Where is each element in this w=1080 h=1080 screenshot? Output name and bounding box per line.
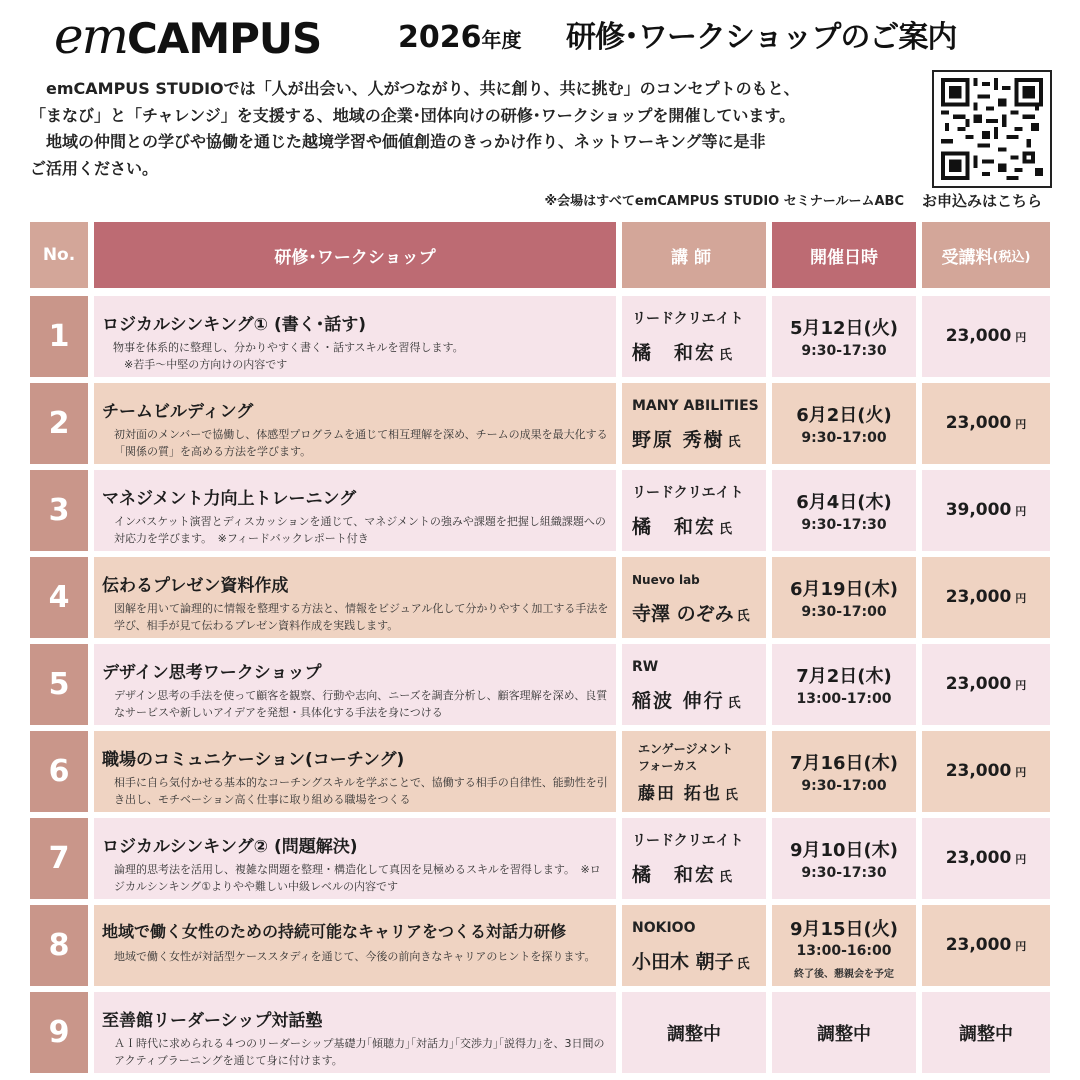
apply-here-label[interactable]: お申込みはこちら [922, 192, 1043, 210]
lecturer-name: 寺澤 のぞみ [632, 603, 734, 625]
lecturer-cell [622, 818, 766, 899]
date-cell [772, 296, 916, 377]
header-title: 研修･ワークショップ [94, 222, 616, 288]
fee-unit: 円 [1015, 853, 1027, 866]
lecturer-org: リードクリエイト [632, 311, 744, 327]
row-number: 4 [30, 557, 88, 638]
date-cell [772, 383, 916, 464]
table-row [30, 296, 1050, 377]
lecturer-org: NOKIOO [632, 920, 696, 936]
date-cell [772, 557, 916, 638]
fee-line [922, 935, 1050, 955]
workshop-cell [94, 296, 616, 377]
header-date: 開催日時 [772, 222, 916, 288]
lecturer-cell [622, 296, 766, 377]
lecturer-name: 橘 和宏 [632, 342, 717, 364]
lecturer-honorific: 氏 [727, 435, 741, 450]
lecturer-honorific: 氏 [719, 348, 733, 363]
lecturer-cell [622, 644, 766, 725]
table-row [30, 992, 1050, 1073]
workshop-description: ＡＩ時代に求められる４つのリーダーシップ基礎力｢傾聴力｣｢対話力｣｢交渉力｣｢説得力｣を、3日間のアクティブラーニングを通じて身に付けます。 [114, 1037, 605, 1067]
fee-line [922, 326, 1050, 346]
fee-unit: 円 [1015, 592, 1027, 605]
fee-cell [922, 905, 1050, 986]
lecturer-org: MANY ABILITIES [632, 398, 759, 414]
fee-amount: 23,000 [945, 935, 1012, 955]
workshop-cell [94, 557, 616, 638]
row-number: 7 [30, 818, 88, 899]
fee-unit: 円 [1015, 679, 1027, 692]
row-number: 8 [30, 905, 88, 986]
event-date: 6月2日(火) [796, 405, 892, 426]
table-row [30, 644, 1050, 725]
workshop-table [30, 222, 1050, 1079]
lecturer-org: Nuevo lab [632, 573, 700, 587]
year-unit: 年度 [481, 28, 522, 52]
row-number: 5 [30, 644, 88, 725]
lecturer-cell [622, 383, 766, 464]
table-row [30, 905, 1050, 986]
lecturer-name-line [632, 512, 732, 539]
qr-code-icon[interactable] [932, 70, 1052, 188]
workshop-title: デザイン思考ワークショップ [102, 663, 322, 683]
fee-cell [922, 296, 1050, 377]
intro-line: 「まなび」と「チャレンジ」を支援する、地域の企業･団体向けの研修･ワークショップを開催しています。 [30, 105, 796, 125]
lecturer-name-line [638, 779, 738, 804]
lecturer-cell [622, 905, 766, 986]
table-row [30, 731, 1050, 812]
fee-amount: 23,000 [945, 761, 1012, 781]
date-cell [772, 731, 916, 812]
header-fee-note: (税込) [992, 249, 1031, 265]
event-date: 9月10日(木) [789, 840, 899, 861]
logo-em-text: em [54, 7, 128, 65]
lecturer-name-line [632, 860, 732, 887]
intro-line: 地域の仲間との学びや協働を通じた越境学習や価値創造のきっかけ作り、ネットワーキング等に是非 [30, 132, 766, 151]
event-date: 6月19日(木) [789, 579, 899, 600]
fee-cell [922, 557, 1050, 638]
lecturer-honorific: 氏 [719, 870, 733, 885]
fee-line [922, 674, 1050, 694]
fee-unit: 円 [1015, 505, 1027, 518]
event-time: 9:30-17:00 [801, 430, 887, 446]
lecturer-honorific: 氏 [727, 696, 741, 711]
event-date: 9月15日(火) [789, 919, 899, 940]
emcampus-logo [54, 8, 321, 64]
lecturer-cell [622, 992, 766, 1073]
workshop-description: 地域で働く女性が対話型ケーススタディを通じて、今後の前向きなキャリアのヒントを探ります。 [114, 950, 596, 963]
fee-cell [922, 992, 1050, 1073]
year-number: 2026 [398, 20, 482, 55]
fee-unit: 円 [1015, 418, 1027, 431]
workshop-title: 伝わるプレゼン資料作成 [102, 576, 289, 596]
fiscal-year [398, 18, 522, 60]
header-no: No. [30, 222, 88, 288]
row-number: 9 [30, 992, 88, 1073]
fee-amount: 23,000 [945, 413, 1012, 433]
lecturer-name: 小田木 朝子 [632, 951, 734, 973]
row-number: 3 [30, 470, 88, 551]
venue-note: ※会場はすべてemCAMPUS STUDIO セミナールームABC [544, 194, 904, 209]
workshop-cell [94, 470, 616, 551]
lecturer-org: エンゲージメント フォーカス [638, 742, 734, 773]
date-cell [772, 470, 916, 551]
fee-unit: 円 [1015, 766, 1027, 779]
fee-amount: 39,000 [945, 500, 1012, 520]
workshop-cell [94, 383, 616, 464]
intro-line: ご活用ください。 [30, 158, 159, 178]
header-fee-label: 受講料 [941, 247, 993, 268]
fee-cell [922, 818, 1050, 899]
workshop-description: 初対面のメンバーで協働し、体感型プログラムを通じて相互理解を深め、チームの成果を最大化する「関係の質」を高める方法を学びます。 [114, 428, 608, 458]
lecturer-honorific: 氏 [736, 957, 750, 972]
row-number: 2 [30, 383, 88, 464]
event-date: 7月2日(木) [796, 666, 892, 687]
row-number: 6 [30, 731, 88, 812]
workshop-description: 物事を体系的に整理し、分かりやすく書く・話すスキルを習得します。 ※若手〜中堅の方向けの内容です [112, 341, 464, 371]
lecturer-honorific: 氏 [719, 522, 733, 537]
fee-amount: 23,000 [945, 326, 1012, 346]
fee-cell [922, 644, 1050, 725]
lecturer-name: 橘 和宏 [632, 864, 717, 886]
workshop-title: 地域で働く女性のための持続可能なキャリアをつくる対話力研修 [102, 922, 567, 941]
logo-campus-text: CAMPUS [127, 14, 322, 63]
event-extra-note: 終了後、懇親会を予定 [794, 969, 894, 980]
table-row [30, 383, 1050, 464]
fee-cell [922, 470, 1050, 551]
lecturer-name-line [632, 686, 741, 713]
event-date: 5月12日(火) [789, 318, 899, 339]
event-time: 9:30-17:00 [801, 604, 887, 620]
fee-line [922, 500, 1050, 520]
event-time: 13:00-16:00 [796, 943, 892, 959]
fee-line [922, 587, 1050, 607]
page-title: 研修･ワークショップのご案内 [566, 20, 957, 55]
date-cell [772, 818, 916, 899]
table-row [30, 818, 1050, 899]
lecturer-tbd: 調整中 [667, 1024, 721, 1045]
lecturer-honorific: 氏 [724, 788, 738, 803]
lecturer-name: 藤田 拓也 [638, 784, 722, 804]
fee-amount: 23,000 [945, 674, 1012, 694]
date-cell [772, 644, 916, 725]
lecturer-org: リードクリエイト [632, 833, 744, 849]
workshop-title: ロジカルシンキング① (書く･話す) [102, 315, 366, 335]
fee-line [922, 848, 1050, 868]
workshop-cell [94, 644, 616, 725]
workshop-cell [94, 818, 616, 899]
event-time: 9:30-17:30 [801, 343, 887, 359]
intro-text [30, 76, 930, 182]
lecturer-name: 橘 和宏 [632, 516, 717, 538]
fee-amount: 23,000 [945, 848, 1012, 868]
lecturer-cell [622, 731, 766, 812]
header-lecturer: 講師 [622, 222, 766, 288]
event-time: 9:30-17:30 [801, 517, 887, 533]
date-cell [772, 992, 916, 1073]
event-time: 9:30-17:00 [801, 778, 887, 794]
workshop-description: インバスケット演習とディスカッションを通じて、マネジメントの強みや課題を把握し組織課題への対応力を学びます。 ※フィードバックレポート付き [114, 515, 606, 545]
date-tbd: 調整中 [817, 1024, 871, 1045]
lecturer-org: リードクリエイト [632, 485, 744, 501]
date-cell [772, 905, 916, 986]
lecturer-name: 稲波 伸行 [632, 690, 725, 712]
lecturer-name-line [632, 425, 741, 452]
fee-tbd: 調整中 [959, 1024, 1013, 1045]
workshop-cell [94, 905, 616, 986]
header-fee [922, 222, 1050, 288]
table-row [30, 557, 1050, 638]
event-date: 7月16日(木) [789, 753, 899, 774]
lecturer-name: 野原 秀樹 [632, 429, 725, 451]
lecturer-honorific: 氏 [736, 609, 750, 624]
lecturer-name-line [632, 947, 750, 974]
workshop-description: 論理的思考法を活用し、複雑な問題を整理・構造化して真因を見極めるスキルを習得します。 ※ロジカルシンキング①よりやや難しい中級レベルの内容です [114, 863, 601, 893]
lecturer-org: RW [632, 659, 659, 675]
workshop-description: 図解を用いて論理的に情報を整理する方法と、情報をビジュアル化して分かりやすく加工する手法を学び、相手が見て伝わるプレゼン資料作成を実践します。 [114, 602, 609, 632]
workshop-description: デザイン思考の手法を使って顧客を観察、行動や志向、ニーズを調査分析し、顧客理解を深め、良質なサービスや新しいアイデアを発想・具体化する手法を身につける [114, 689, 608, 719]
workshop-description: 相手に自ら気付かせる基本的なコーチングスキルを学ぶことで、協働する相手の自律性、能動性を引き出し、モチベーション高く仕事に取り組める職場をつくる [114, 776, 608, 806]
fee-unit: 円 [1015, 940, 1027, 953]
workshop-title: 至善館リーダーシップ対話塾 [102, 1011, 323, 1031]
lecturer-name-line [632, 338, 732, 365]
table-row [30, 470, 1050, 551]
workshop-title: 職場のコミュニケーション(コーチング) [102, 750, 405, 770]
fee-cell [922, 731, 1050, 812]
workshop-title: チームビルディング [102, 402, 254, 422]
row-number: 1 [30, 296, 88, 377]
page-header [0, 0, 1080, 70]
workshop-title: マネジメント力向上トレーニング [102, 489, 357, 509]
lecturer-cell [622, 470, 766, 551]
table-header [30, 222, 1050, 288]
event-time: 9:30-17:30 [801, 865, 887, 881]
event-time: 13:00-17:00 [796, 691, 892, 707]
event-date: 6月4日(木) [796, 492, 892, 513]
fee-unit: 円 [1015, 331, 1027, 344]
lecturer-cell [622, 557, 766, 638]
fee-amount: 23,000 [945, 587, 1012, 607]
workshop-cell [94, 731, 616, 812]
fee-line [922, 413, 1050, 433]
workshop-title: ロジカルシンキング② (問題解決) [102, 837, 358, 857]
intro-line: emCAMPUS STUDIOでは「人が出会い、人がつながり、共に創り、共に挑む」のコンセプトのもと、 [30, 79, 800, 98]
fee-cell [922, 383, 1050, 464]
workshop-cell [94, 992, 616, 1073]
lecturer-name-line [632, 599, 750, 626]
fee-line [922, 761, 1050, 781]
qr-code-graphic [940, 78, 1044, 180]
